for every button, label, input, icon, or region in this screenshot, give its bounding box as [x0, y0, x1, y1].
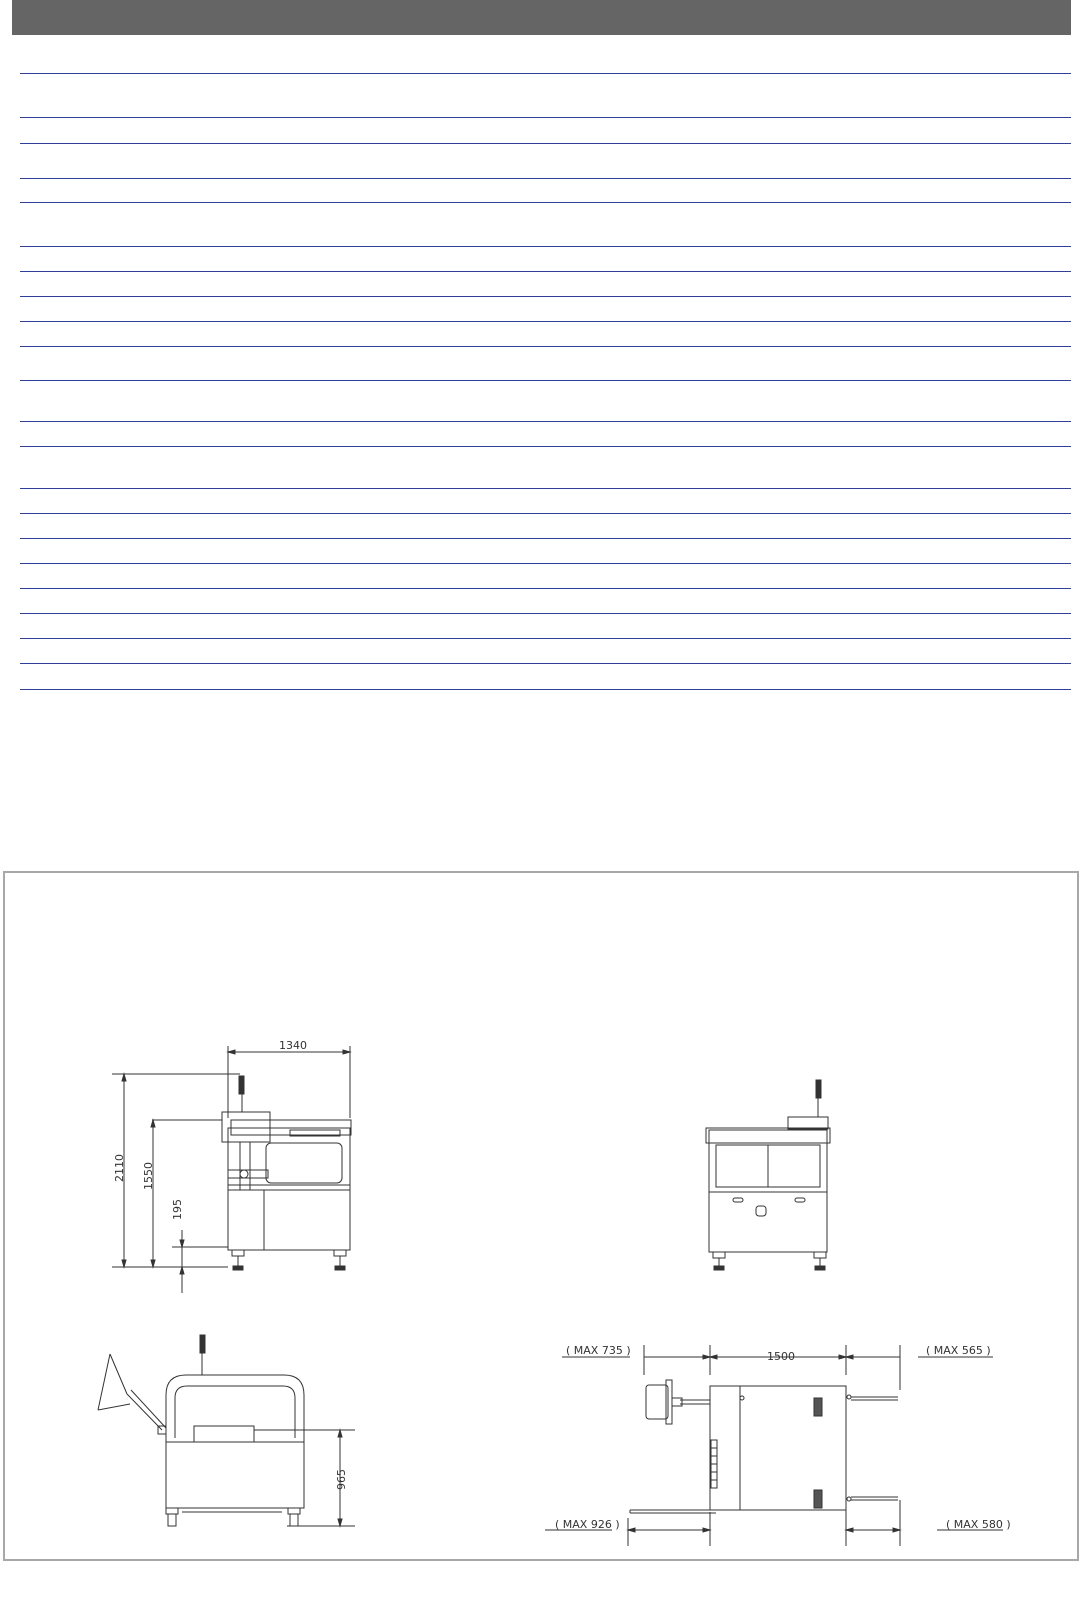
- dim-height-bottom-label: 195: [171, 1199, 184, 1220]
- dim-max-left-top-label: ( MAX 735 ): [566, 1344, 631, 1357]
- front-view-drawing: [98, 1335, 355, 1526]
- side-view-drawing: [112, 1039, 351, 1293]
- dim-height-table-label: 1550: [142, 1162, 155, 1190]
- dim-conveyor-height-label: 965: [335, 1469, 348, 1490]
- dim-max-right-bottom-label: ( MAX 580 ): [946, 1518, 1011, 1531]
- dim-width-label: 1340: [279, 1039, 307, 1052]
- top-view-drawing: [545, 1344, 1011, 1546]
- dim-max-left-bottom-label: ( MAX 926 ): [555, 1518, 620, 1531]
- back-view-drawing: [706, 1080, 830, 1270]
- dim-top-width-label: 1500: [767, 1350, 795, 1363]
- dim-height-total-label: 2110: [113, 1154, 126, 1182]
- dim-max-right-top-label: ( MAX 565 ): [926, 1344, 991, 1357]
